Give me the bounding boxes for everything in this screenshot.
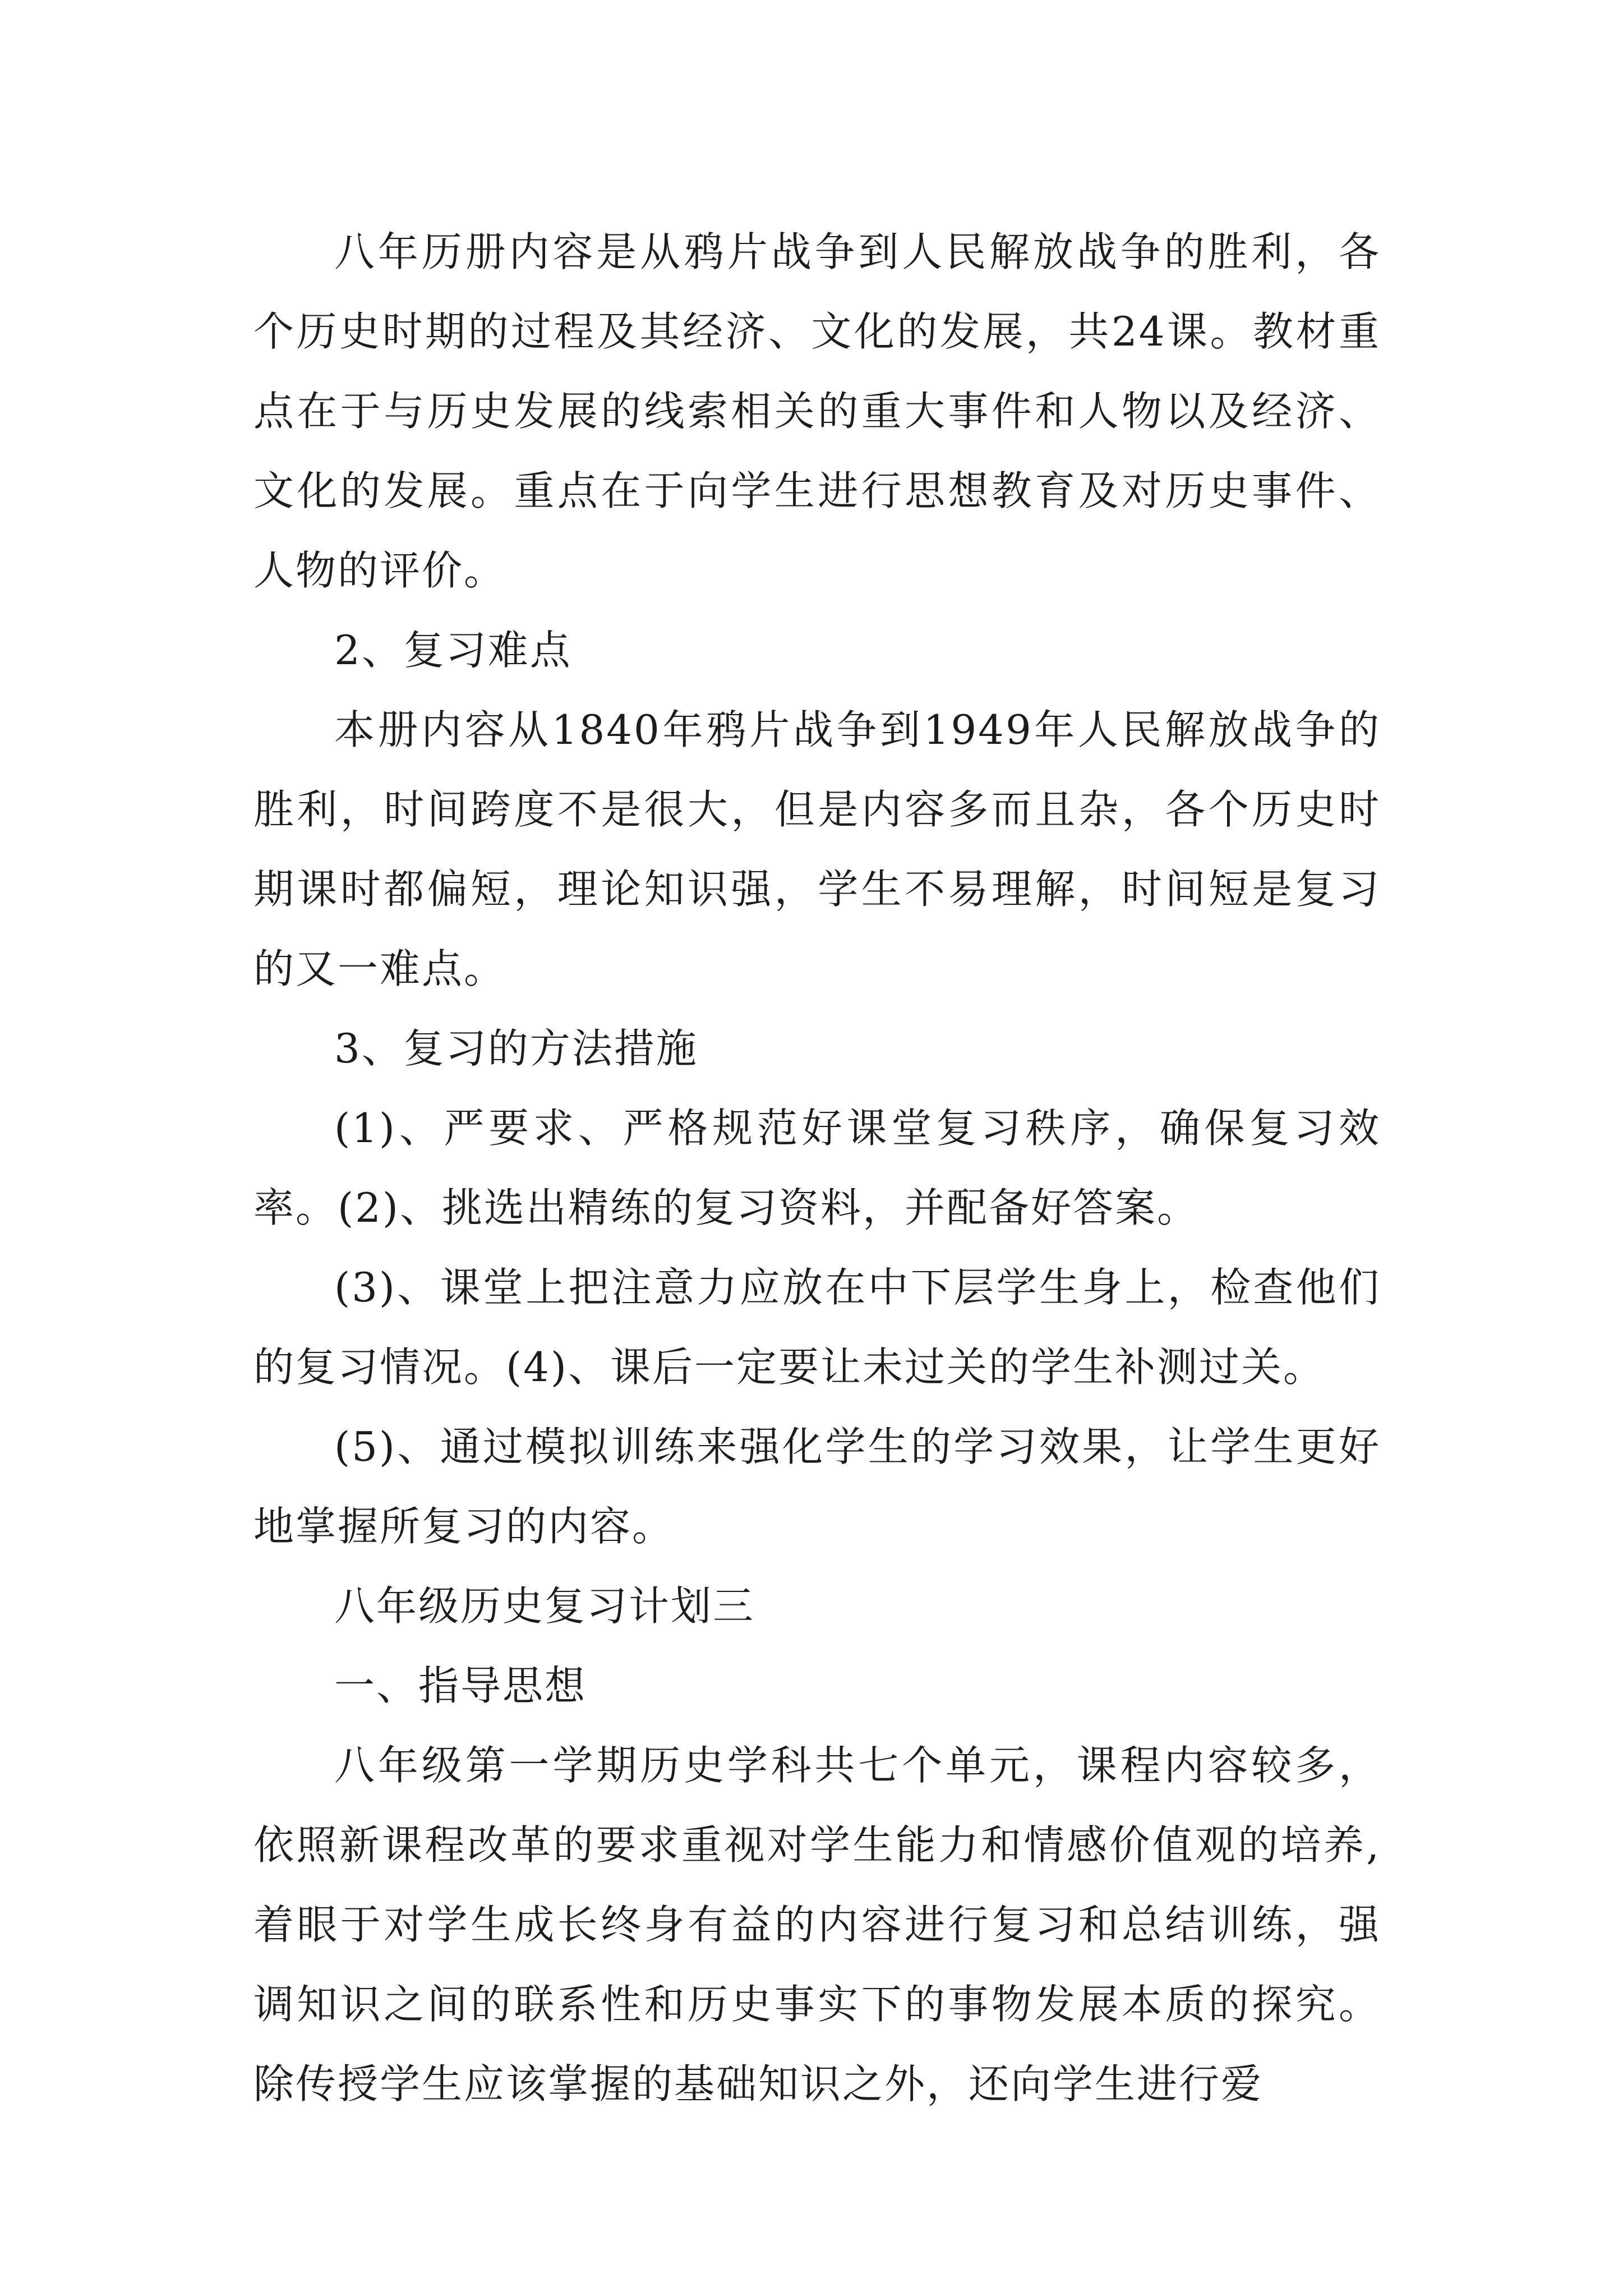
document-body [253, 212, 1381, 2124]
paragraph-method-5: (5)、通过模拟训练来强化学生的学习效果，让学生更好地掌握所复习的内容。 [253, 1423, 1381, 1550]
paragraph-method-1-2: (1)、严要求、严格规范好课堂复习秩序，确保复习效率。(2)、挑选出精练的复习资料，并配备好答案。 [253, 1105, 1381, 1231]
paragraph-guiding-ideology: 八年级第一学期历史学科共七个单元，课程内容较多，依照新课程改革的要求重视对学生能力和情感价值观的培养,着眼于对学生成长终身有益的内容进行复习和总结训练，强调知识之间的联系性和历史事实下的事物发展本质的探究。除传授学生应该掌握的基础知识之外，还向学生进行爱 [253, 1742, 1381, 2108]
paragraph-textbook-content: 八年历册内容是从鸦片战争到人民解放战争的胜利，各个历史时期的过程及其经济、文化的发展，共24课。教材重点在于与历史发展的线索相关的重大事件和人物以及经济、文化的发展。重点在于向学生进行思想教育及对历史事件、人物的评价。 [253, 228, 1381, 594]
paragraph-method-3-4: (3)、课堂上把注意力应放在中下层学生身上，检查他们的复习情况。(4)、课后一定要让未过关的学生补测过关。 [253, 1264, 1381, 1391]
heading-review-plan-three: 八年级历史复习计划三 [334, 1582, 755, 1630]
heading-review-methods: 3、复习的方法措施 [334, 1025, 698, 1072]
heading-guiding-ideology: 一、指导思想 [334, 1662, 587, 1709]
heading-review-difficulty: 2、复习难点 [334, 627, 572, 674]
paragraph-review-difficulty: 本册内容从1840年鸦片战争到1949年人民解放战争的胜利，时间跨度不是很大，但是内容多而且杂，各个历史时期课时都偏短，理论知识强，学生不易理解，时间短是复习的又一难点。 [253, 706, 1381, 992]
